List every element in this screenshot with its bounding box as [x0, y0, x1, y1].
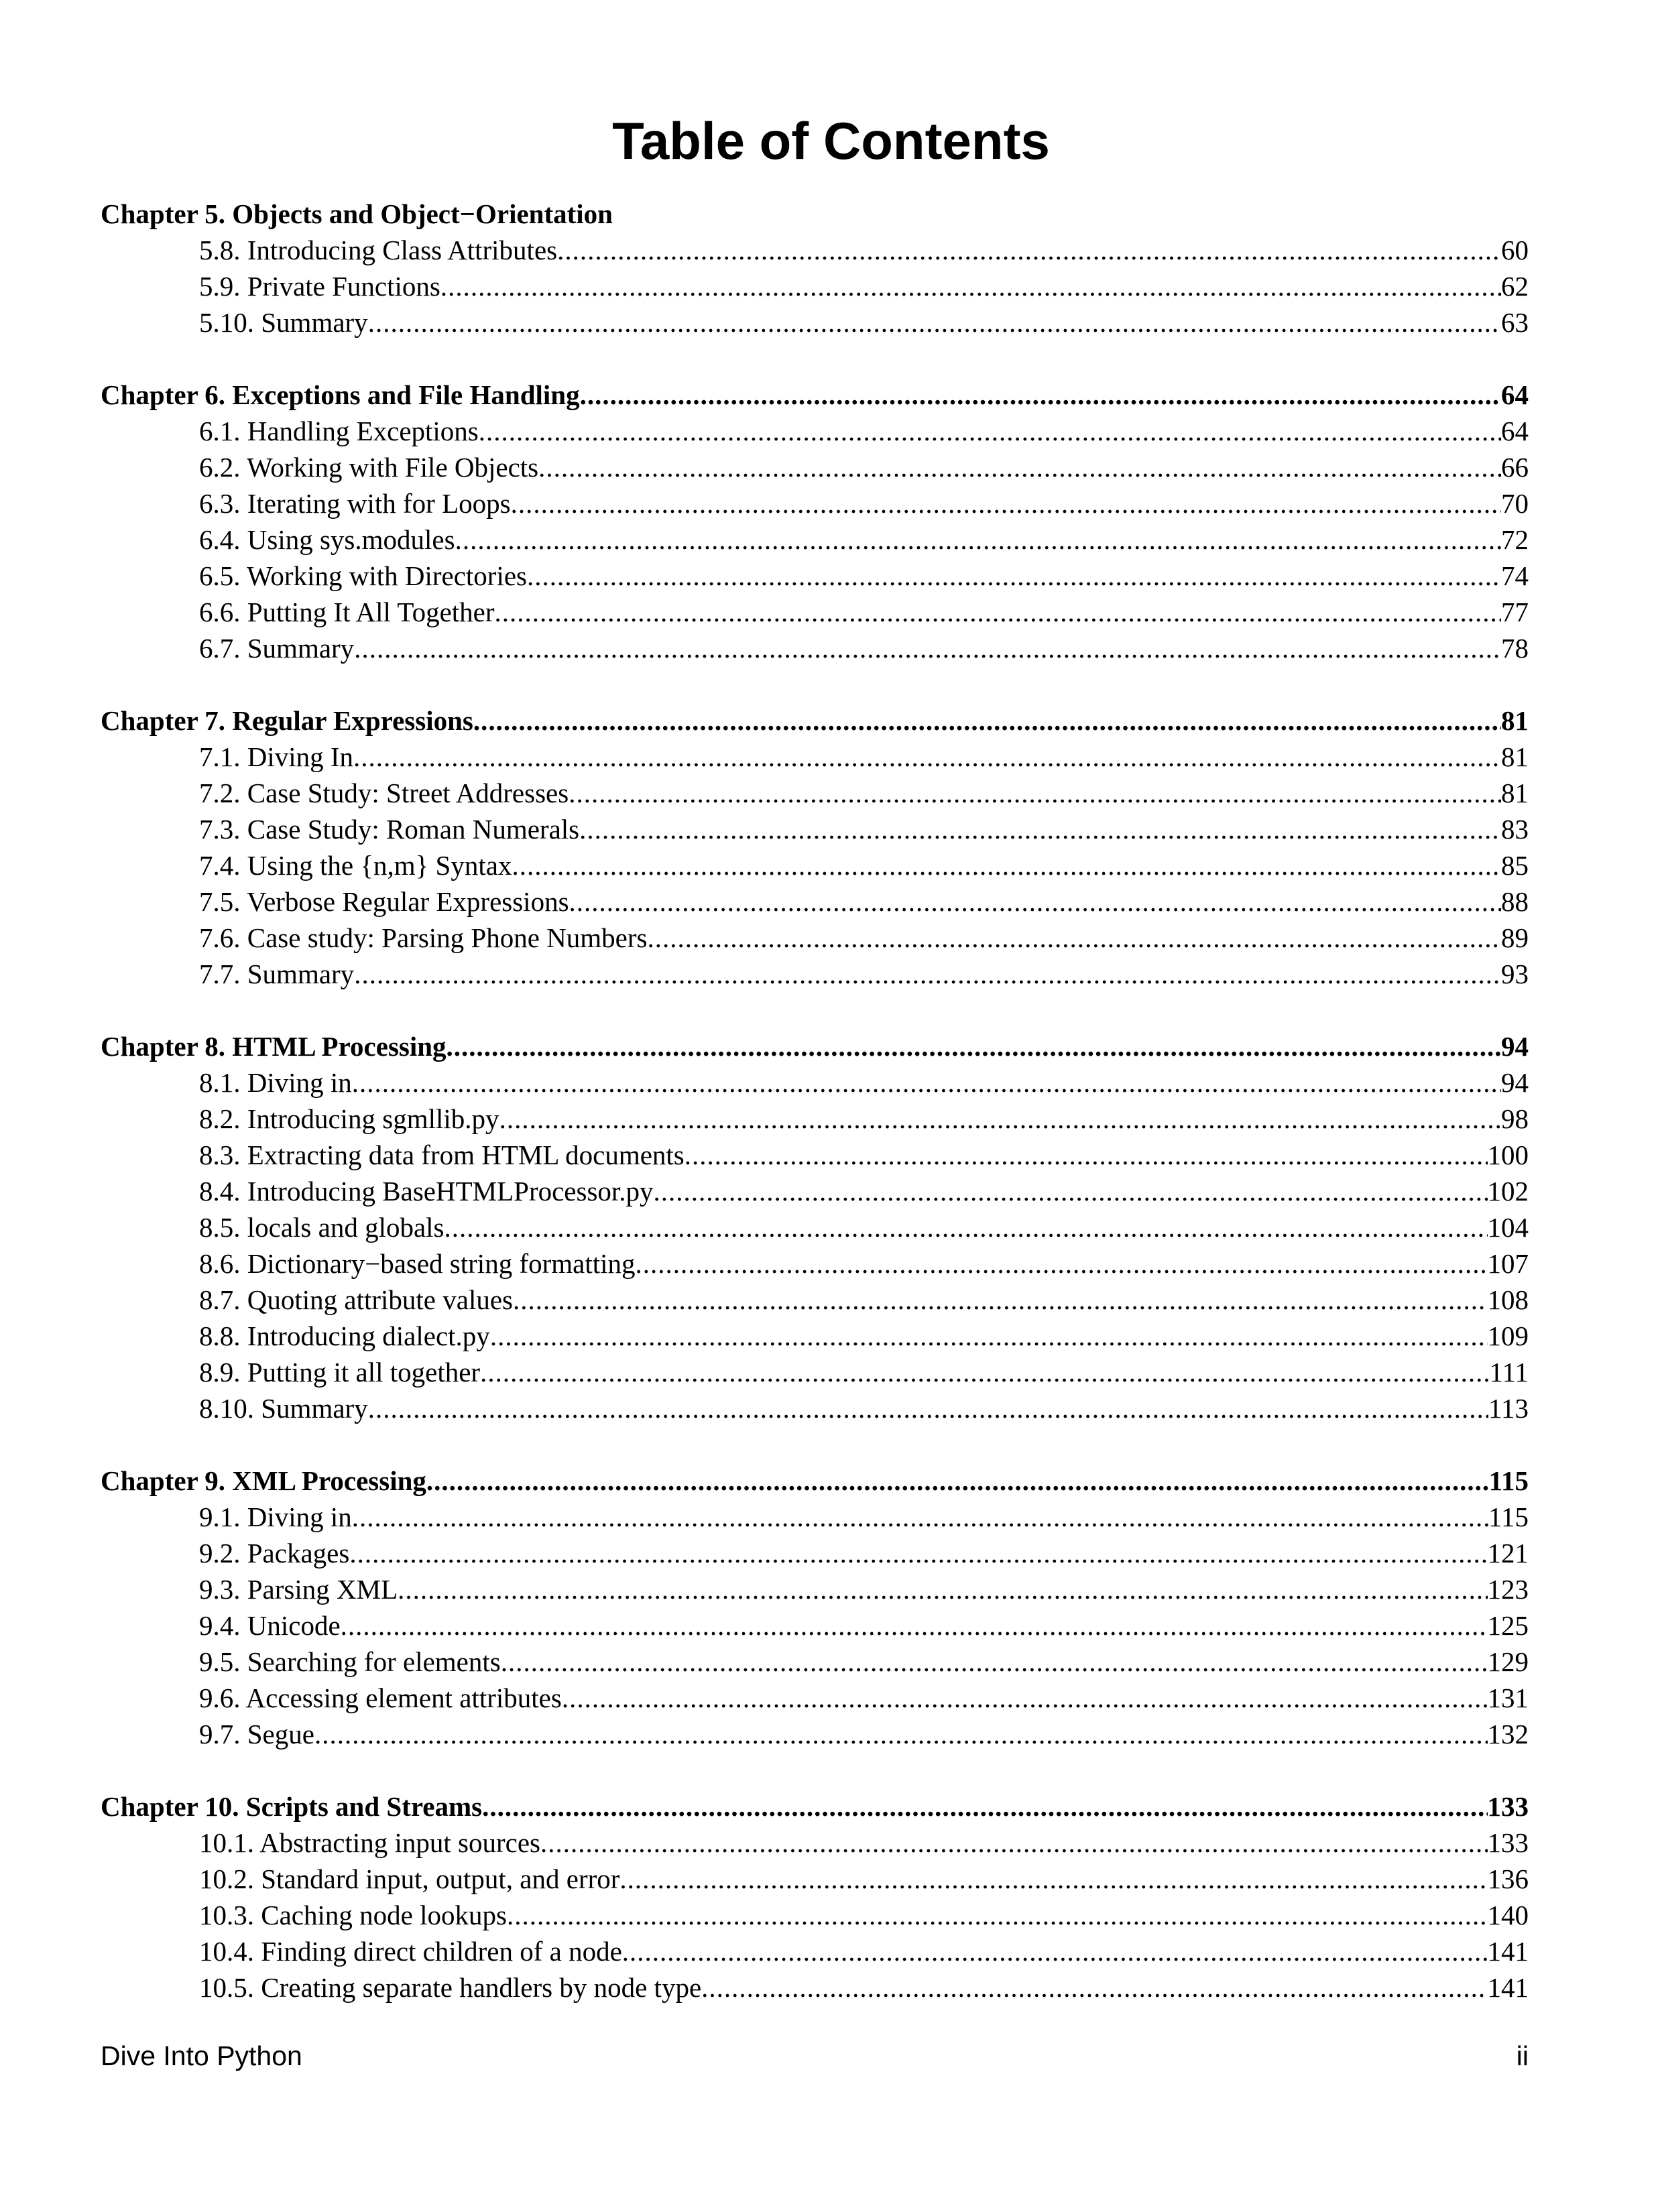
toc-section-entry[interactable]	[101, 1064, 1529, 1101]
dot-leader	[479, 413, 1501, 449]
toc-section-entry[interactable]	[101, 847, 1529, 883]
toc-section-title: 8.2. Introducing sgmllib.py	[199, 1103, 499, 1134]
toc-section-title: 5.9. Private Functions	[199, 271, 440, 302]
dot-leader	[353, 739, 1501, 775]
toc-section-title: 10.2. Standard input, output, and error	[199, 1863, 620, 1894]
toc-section-entry[interactable]	[101, 883, 1529, 920]
dot-leader	[482, 1788, 1487, 1825]
toc-chapter	[101, 1463, 1529, 1752]
dot-leader	[540, 1825, 1487, 1861]
toc-section-title: 8.9. Putting it all together	[199, 1357, 481, 1388]
toc-section-entry[interactable]	[101, 1644, 1529, 1680]
toc-section-entry[interactable]	[101, 1137, 1529, 1173]
toc-section-page: 132	[1487, 1719, 1529, 1749]
toc-chapter-title: Chapter 10. Scripts and Streams	[101, 1791, 483, 1822]
toc-chapter	[101, 702, 1529, 992]
dot-leader	[480, 1354, 1489, 1390]
toc-section-page: 77	[1501, 597, 1529, 627]
toc-section-entry[interactable]	[101, 449, 1529, 485]
page-footer	[101, 2038, 1529, 2074]
toc-section-title: 7.1. Diving In	[199, 741, 354, 772]
toc-chapter-title: Chapter 6. Exceptions and File Handling	[101, 379, 580, 410]
toc-section-page: 107	[1487, 1248, 1529, 1279]
toc-section-page: 115	[1488, 1501, 1529, 1532]
toc-section-entry[interactable]	[101, 775, 1529, 811]
dot-leader	[440, 268, 1501, 304]
toc-chapter-entry[interactable]	[101, 1463, 1529, 1499]
dot-leader	[398, 1571, 1487, 1607]
toc-section-page: 141	[1487, 1972, 1529, 2003]
toc-chapter-title: Chapter 5. Objects and Object−Orientation	[101, 198, 613, 229]
dot-leader	[341, 1607, 1488, 1644]
toc-section-title: 9.4. Unicode	[199, 1610, 341, 1641]
toc-section-entry[interactable]	[101, 413, 1529, 449]
toc-section-title: 8.1. Diving in	[199, 1067, 352, 1098]
toc-section-title: 5.8. Introducing Class Attributes	[199, 235, 558, 265]
toc-section-title: 6.3. Iterating with for Loops	[199, 488, 511, 519]
toc-section-page: 74	[1501, 560, 1529, 591]
dot-leader	[426, 1463, 1489, 1499]
toc-section-title: 7.4. Using the {n,m} Syntax	[199, 850, 512, 881]
toc-chapter-page: 64	[1501, 379, 1529, 410]
dot-leader	[512, 847, 1501, 883]
toc-section-title: 8.4. Introducing BaseHTMLProcessor.py	[199, 1176, 654, 1207]
toc-section-title: 7.3. Case Study: Roman Numerals	[199, 814, 580, 845]
toc-chapter-page: 115	[1488, 1465, 1529, 1496]
toc-section-entry[interactable]	[101, 1499, 1529, 1535]
toc-section-page: 131	[1487, 1682, 1529, 1713]
toc-section-title: 6.6. Putting It All Together	[199, 597, 495, 627]
toc-section-page: 141	[1487, 1936, 1529, 1967]
toc-section-entry[interactable]	[101, 232, 1529, 268]
toc-section-entry[interactable]	[101, 956, 1529, 992]
toc-section-page: 125	[1487, 1610, 1529, 1641]
toc-section-entry[interactable]	[101, 1173, 1529, 1209]
toc-section-entry[interactable]	[101, 1861, 1529, 1897]
toc-section-title: 6.1. Handling Exceptions	[199, 416, 479, 446]
dot-leader	[527, 558, 1501, 594]
toc-section-title: 5.10. Summary	[199, 307, 368, 338]
toc-section-title: 9.6. Accessing element attributes	[199, 1682, 562, 1713]
toc-section-page: 140	[1487, 1900, 1529, 1930]
dot-leader	[368, 304, 1501, 341]
dot-leader	[473, 702, 1501, 739]
toc-section-title: 8.6. Dictionary−based string formatting	[199, 1248, 636, 1279]
toc-section-page: 72	[1501, 524, 1529, 555]
toc-section-title: 8.3. Extracting data from HTML documents	[199, 1140, 685, 1170]
toc-section-entry[interactable]	[101, 558, 1529, 594]
toc-chapter-title: Chapter 8. HTML Processing	[101, 1031, 447, 1062]
dot-leader	[352, 1499, 1488, 1535]
toc-chapter-entry[interactable]	[101, 196, 1529, 232]
toc-section-title: 7.6. Case study: Parsing Phone Numbers	[199, 922, 648, 953]
toc-section-page: 89	[1501, 922, 1529, 953]
toc-section-entry[interactable]	[101, 1716, 1529, 1752]
toc-section-title: 8.8. Introducing dialect.py	[199, 1320, 490, 1351]
dot-leader	[354, 630, 1501, 666]
toc-section-title: 6.7. Summary	[199, 633, 355, 664]
toc-section-page: 113	[1488, 1393, 1529, 1424]
toc-section-title: 8.7. Quoting attribute values	[199, 1284, 513, 1315]
toc-section-entry[interactable]	[101, 1245, 1529, 1282]
dot-leader	[569, 883, 1501, 920]
toc-section-title: 9.1. Diving in	[199, 1501, 352, 1532]
toc-section-entry[interactable]	[101, 268, 1529, 304]
dot-leader	[314, 1716, 1488, 1752]
toc-section-page: 78	[1501, 633, 1529, 664]
toc-section-entry[interactable]	[101, 1825, 1529, 1861]
toc-section-page: 109	[1487, 1320, 1529, 1351]
toc-section-page: 104	[1487, 1212, 1529, 1243]
toc-section-title: 9.3. Parsing XML	[199, 1574, 398, 1605]
dot-leader	[622, 1933, 1488, 1969]
dot-leader	[490, 1318, 1488, 1354]
dot-leader	[455, 521, 1501, 558]
toc-section-page: 93	[1501, 959, 1529, 989]
toc-section-title: 9.5. Searching for elements	[199, 1646, 501, 1677]
toc-section-title: 7.7. Summary	[199, 959, 355, 989]
toc-section-entry[interactable]	[101, 1969, 1529, 2006]
toc-section-entry[interactable]	[101, 1680, 1529, 1716]
toc-section-page: 64	[1501, 416, 1529, 446]
toc-chapter-entry[interactable]	[101, 1028, 1529, 1064]
toc-chapter	[101, 377, 1529, 666]
toc-section-title: 7.2. Case Study: Street Addresses	[199, 778, 569, 808]
toc-chapter	[101, 1788, 1529, 2006]
toc-section-page: 108	[1487, 1284, 1529, 1315]
dot-leader	[352, 1064, 1501, 1101]
toc-section-title: 6.5. Working with Directories	[199, 560, 527, 591]
dot-leader	[654, 1173, 1488, 1209]
toc-section-entry[interactable]	[101, 1571, 1529, 1607]
toc-section-page: 98	[1501, 1103, 1529, 1134]
toc-section-title: 6.2. Working with File Objects	[199, 452, 539, 483]
toc-section-entry[interactable]	[101, 594, 1529, 630]
toc-section-page: 66	[1501, 452, 1529, 483]
toc-section-page: 129	[1487, 1646, 1529, 1677]
toc-section-title: 9.7. Segue	[199, 1719, 314, 1749]
toc-section-title: 10.3. Caching node lookups	[199, 1900, 507, 1930]
toc-section-page: 102	[1487, 1176, 1529, 1207]
dot-leader	[648, 920, 1502, 956]
toc-section-title: 10.1. Abstracting input sources	[199, 1827, 541, 1858]
toc-section-page: 136	[1487, 1863, 1529, 1894]
dot-leader	[569, 775, 1501, 811]
dot-leader	[579, 811, 1501, 847]
toc-section-entry[interactable]	[101, 1209, 1529, 1245]
table-of-contents	[101, 196, 1529, 2006]
dot-leader	[444, 1209, 1488, 1245]
toc-section-entry[interactable]	[101, 1390, 1529, 1426]
toc-section-page: 81	[1501, 741, 1529, 772]
dot-leader	[501, 1644, 1488, 1680]
dot-leader	[538, 449, 1501, 485]
toc-section-page: 121	[1487, 1538, 1529, 1569]
toc-chapter-page: 81	[1501, 705, 1529, 736]
toc-section-page: 123	[1487, 1574, 1529, 1605]
dot-leader	[685, 1137, 1488, 1173]
dot-leader	[513, 1282, 1488, 1318]
toc-section-title: 8.5. locals and globals	[199, 1212, 444, 1243]
dot-leader	[619, 1861, 1487, 1897]
dot-leader	[557, 232, 1501, 268]
dot-leader	[701, 1969, 1487, 2006]
dot-leader	[499, 1101, 1501, 1137]
toc-section-title: 10.5. Creating separate handlers by node type	[199, 1972, 702, 2003]
toc-section-page: 94	[1501, 1067, 1529, 1098]
toc-section-entry[interactable]	[101, 1282, 1529, 1318]
toc-section-title: 6.4. Using sys.modules	[199, 524, 455, 555]
toc-section-page: 81	[1501, 778, 1529, 808]
toc-section-page: 88	[1501, 886, 1529, 917]
toc-section-entry[interactable]	[101, 739, 1529, 775]
toc-section-page: 85	[1501, 850, 1529, 881]
toc-section-entry[interactable]	[101, 485, 1529, 521]
toc-section-title: 9.2. Packages	[199, 1538, 350, 1569]
toc-section-entry[interactable]	[101, 304, 1529, 341]
toc-section-entry[interactable]	[101, 1933, 1529, 1969]
toc-chapter-page: 133	[1487, 1791, 1529, 1822]
toc-section-page: 111	[1489, 1357, 1529, 1388]
toc-section-entry[interactable]	[101, 521, 1529, 558]
toc-section-entry[interactable]	[101, 630, 1529, 666]
toc-section-entry[interactable]	[101, 1535, 1529, 1571]
dot-leader	[507, 1897, 1488, 1933]
toc-section-entry[interactable]	[101, 1607, 1529, 1644]
dot-leader	[349, 1535, 1487, 1571]
toc-section-entry[interactable]	[101, 811, 1529, 847]
dot-leader	[511, 485, 1501, 521]
toc-chapter-title: Chapter 7. Regular Expressions	[101, 705, 473, 736]
toc-chapter	[101, 1028, 1529, 1426]
dot-leader	[495, 594, 1501, 630]
toc-chapter	[101, 196, 1529, 341]
page-title: Table of Contents	[612, 111, 1050, 170]
toc-chapter-entry[interactable]	[101, 702, 1529, 739]
toc-chapter-entry[interactable]	[101, 1788, 1529, 1825]
toc-section-page: 83	[1501, 814, 1529, 845]
toc-chapter-page: 94	[1501, 1031, 1529, 1062]
toc-chapter-entry[interactable]	[101, 377, 1529, 413]
toc-section-title: 10.4. Finding direct children of a node	[199, 1936, 622, 1967]
toc-section-page: 133	[1487, 1827, 1529, 1858]
toc-section-page: 60	[1501, 235, 1529, 265]
toc-section-entry[interactable]	[101, 1897, 1529, 1933]
toc-section-entry[interactable]	[101, 1354, 1529, 1390]
toc-chapter-title: Chapter 9. XML Processing	[101, 1465, 426, 1496]
dot-leader	[447, 1028, 1501, 1064]
toc-section-page: 70	[1501, 488, 1529, 519]
dot-leader	[580, 377, 1501, 413]
toc-section-page: 62	[1501, 271, 1529, 302]
footer-book-title: Dive Into Python	[101, 2040, 302, 2071]
toc-section-page: 100	[1487, 1140, 1529, 1170]
dot-leader	[354, 956, 1501, 992]
toc-section-entry[interactable]	[101, 1101, 1529, 1137]
toc-section-page: 63	[1501, 307, 1529, 338]
footer-page-number: ii	[1516, 2040, 1529, 2071]
dot-leader	[562, 1680, 1488, 1716]
dot-leader	[636, 1245, 1488, 1282]
toc-section-entry[interactable]	[101, 1318, 1529, 1354]
toc-section-title: 7.5. Verbose Regular Expressions	[199, 886, 569, 917]
dot-leader	[368, 1390, 1488, 1426]
toc-section-title: 8.10. Summary	[199, 1393, 368, 1424]
toc-section-entry[interactable]	[101, 920, 1529, 956]
